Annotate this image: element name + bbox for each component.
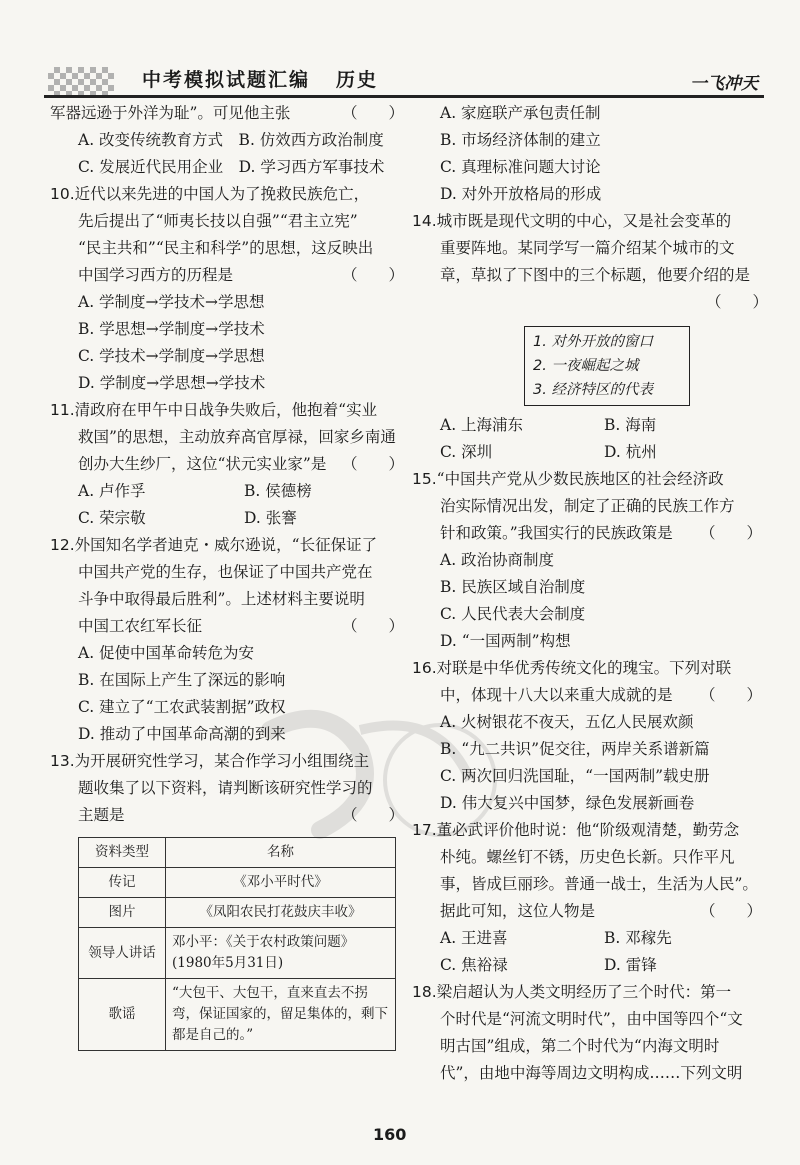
q15-option-b[interactable]: B. 民族区域自治制度 [440,578,586,596]
q13-option-b[interactable]: B. 市场经济体制的建立 [440,131,601,149]
q14-option-a[interactable]: A. 上海浦东 [440,416,524,434]
table-header-cell: 名称 [166,838,396,868]
q17-option-b[interactable]: B. 邓稼先 [604,929,672,947]
question-number: 17. [412,821,437,839]
q14-option-b[interactable]: B. 海南 [604,416,657,434]
q15-option-a[interactable]: A. 政治协商制度 [440,551,555,569]
table-cell-type: 领导人讲话 [79,928,166,979]
q10-option-c[interactable]: C. 学技术→学制度→学思想 [78,347,265,365]
table-cell-type: 图片 [79,898,166,928]
q11-option-c[interactable]: C. 荣宗敬 [78,509,146,527]
q16-option-b[interactable]: B. “九二共识”促交往，两岸关系谱新篇 [440,740,710,758]
q16-option-c[interactable]: C. 两次回归洗国耻，“一国两制”载史册 [440,767,710,785]
q10-option-a[interactable]: A. 学制度→学技术→学思想 [78,293,265,311]
box-line: 1. 对外开放的窗口 [533,334,653,350]
q16-option-a[interactable]: A. 火树银花不夜天，五亿人民展欢颜 [440,713,694,731]
q17-option-a[interactable]: A. 王进喜 [440,929,508,947]
q9-option-cd[interactable]: C. 发展近代民用企业 D. 学习西方军事技术 [78,158,385,176]
question-number: 18. [412,983,437,1001]
subject-label: 历史 [336,69,379,91]
table-cell-name: 邓小平：《关于农村政策问题》(1980年5月31日) [166,928,396,979]
question-17: 17.董必武评价他时说：他“阶级观清楚，勤劳念 朴纯。螺丝钉不锈，历史色长新。只作平凡 事，皆成巨丽珍。普通一战士，生活为人民”。 据此可知，这位人物是 （ ） [412,821,762,920]
question-number: 12. [50,536,75,554]
question-16: 16.对联是中华优秀传统文化的瑰宝。下列对联 中，体现十八大以来重大成就的是 （ ） [412,659,762,704]
table-row [79,979,396,1051]
table-cell-type: 歌谣 [79,979,166,1051]
q10-option-d[interactable]: D. 学制度→学思想→学技术 [78,374,266,392]
box-line: 3. 经济特区的代表 [533,382,653,398]
table-row [79,898,396,928]
question-11: 11.清政府在甲午中日战争失败后，他抱着“实业 救国”的思想，主动放弃高官厚禄，回家乡南通 创办大生纱厂，这位“状元实业家”是 （ ） [50,401,404,473]
title-draft-box [524,326,690,406]
q17-option-c[interactable]: C. 焦裕禄 [440,956,508,974]
q13-option-a[interactable]: A. 家庭联产承包责任制 [440,104,601,122]
q10-option-b[interactable]: B. 学思想→学制度→学技术 [78,320,265,338]
q14-option-d[interactable]: D. 杭州 [604,443,657,461]
question-9-tail: 军器远逊于外洋为耻”。可见他主张 （ ） [50,104,404,122]
q11-option-d[interactable]: D. 张謇 [244,509,297,527]
table-cell-name: 《邓小平时代》 [166,868,396,898]
q13-option-d[interactable]: D. 对外开放格局的形成 [440,185,602,203]
question-15: 15.“中国共产党从少数民族地区的社会经济政 治实际情况出发，制定了正确的民族工作方 针和政策。”我国实行的民族政策是 （ ） [412,470,762,542]
q11-option-a[interactable]: A. 卢作孚 [78,482,146,500]
page-number: 160 [373,1125,407,1144]
source-material-table [78,837,396,1051]
question-number: 15. [412,470,437,488]
question-number: 13. [50,752,75,770]
q12-option-a[interactable]: A. 促使中国革命转危为安 [78,644,255,662]
q11-option-b[interactable]: B. 侯德榜 [244,482,312,500]
q9-option-ab[interactable]: A. 改变传统教育方式 B. 仿效西方政治制度 [78,131,384,149]
question-number: 10. [50,185,75,203]
q15-option-c[interactable]: C. 人民代表大会制度 [440,605,586,623]
q16-option-d[interactable]: D. 伟大复兴中国梦，绿色发展新画卷 [440,794,695,812]
question-number: 11. [50,401,75,419]
table-header-cell: 资料类型 [79,838,166,868]
q14-option-c[interactable]: C. 深圳 [440,443,493,461]
box-line: 2. 一夜崛起之城 [533,358,639,374]
question-number: 14. [412,212,437,230]
header-pattern-decoration [48,67,114,95]
page-header [44,55,764,101]
table-header-row [79,838,396,868]
table-row [79,928,396,979]
q15-option-d[interactable]: D. “一国两制”构想 [440,632,571,650]
book-title: 中考模拟试题汇编 历史 [142,69,379,91]
brand-logo-text: 一飞冲天 [690,74,758,94]
question-18: 18.梁启超认为人类文明经历了三个时代：第一 个时代是“河流文明时代”，由中国等四个“文 明古国”组成，第二个时代为“内海文明时 代”，由地中海等周边文明构成……下列文明 [412,983,743,1082]
question-14: 14.城市既是现代文明的中心，又是社会变革的 重要阵地。某同学写一篇介绍某个城市的文 章，草拟了下图中的三个标题，他要介绍的是 （ ） [412,212,768,311]
question-13: 13.为开展研究性学习，某合作学习小组围绕主 题收集了以下资料，请判断该研究性学习的 主题是 （ ） [50,752,404,824]
left-column [50,100,410,1051]
header-rule [44,95,764,98]
table-cell-name: 《凤阳农民打花鼓庆丰收》 [166,898,396,928]
q12-option-d[interactable]: D. 推动了中国革命高潮的到来 [78,725,286,743]
question-12: 12.外国知名学者迪克・威尔逊说，“长征保证了 中国共产党的生存，也保证了中国共产党在 斗争中取得最后胜利”。上述材料主要说明 中国工农红军长征 （ ） [50,536,404,635]
right-column [412,100,768,1087]
question-number: 16. [412,659,437,677]
table-row [79,868,396,898]
table-cell-type: 传记 [79,868,166,898]
q12-option-b[interactable]: B. 在国际上产生了深远的影响 [78,671,286,689]
table-cell-name: “大包干、大包干，直来直去不拐弯，保证国家的，留足集体的，剩下都是自己的。” [166,979,396,1051]
question-10: 10.近代以来先进的中国人为了挽救民族危亡， 先后提出了“师夷长技以自强”“君主立宪” “民主共和”“民主和科学”的思想，这反映出 中国学习西方的历程是 （ ） [50,185,404,284]
q17-option-d[interactable]: D. 雷锋 [604,956,657,974]
q12-option-c[interactable]: C. 建立了“工农武装割据”政权 [78,698,286,716]
q13-option-c[interactable]: C. 真理标准问题大讨论 [440,158,601,176]
